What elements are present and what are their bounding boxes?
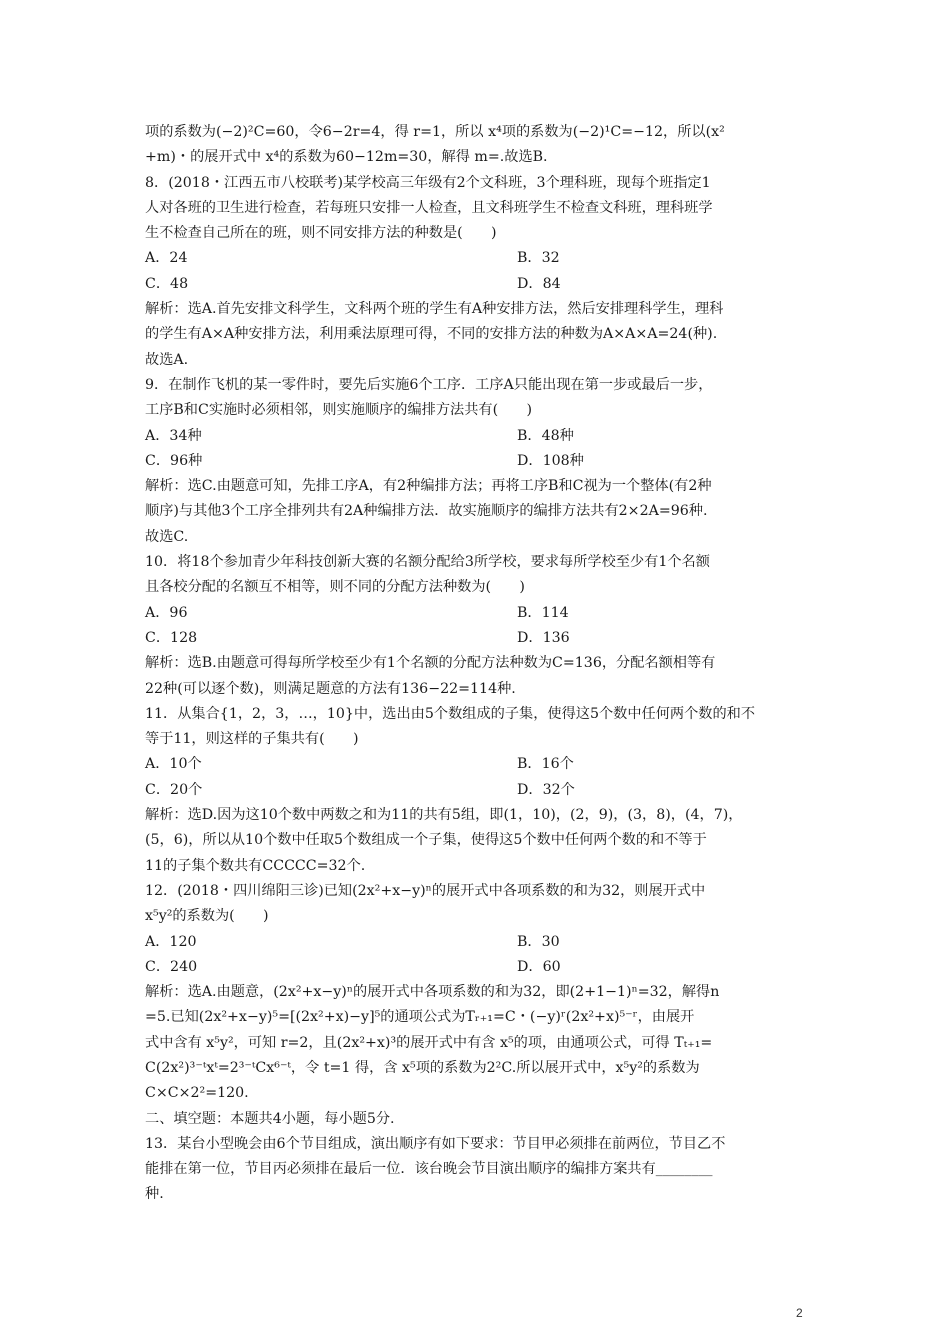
- answer-option: D．60: [517, 958, 561, 975]
- text-line: 故选C.: [145, 528, 189, 545]
- answer-option: D．136: [517, 629, 570, 646]
- text-line: C×C×2²=120.: [145, 1085, 249, 1102]
- answer-options-row: [145, 930, 813, 955]
- answer-options-row: [145, 424, 813, 449]
- text-line: 顺序)与其他3个工序全排列共有2A种编排方法．故实施顺序的编排方法共有2×2A=96种.: [145, 503, 708, 520]
- text-line: 10．将18个参加青少年科技创新大赛的名额分配给3所学校，要求每所学校至少有1个名额: [145, 554, 710, 571]
- text-line: 式中含有 x⁵y²，可知 r=2，且(2x²+x)³的展开式中有含 x⁵的项，由通项公式，可得 Tₜ₊₁=: [145, 1034, 713, 1051]
- text-line: C(2x²)³⁻ᵗxᵗ=2³⁻ᵗCx⁶⁻ᵗ，令 t=1 得，含 x⁵项的系数为2²C.所以展开式中，x⁵y²的系数为: [145, 1059, 700, 1076]
- answer-option: A．34种: [145, 427, 202, 444]
- answer-option: C．48: [145, 275, 189, 292]
- answer-option: A．24: [145, 250, 188, 267]
- text-line: 人对各班的卫生进行检查，若每班只安排一人检查，且文科班学生不检查文科班，理科班学: [145, 199, 713, 216]
- answer-option: A．96: [145, 604, 188, 621]
- text-line: 故选A.: [145, 351, 189, 368]
- text-line: 12．(2018・四川绵阳三诊)已知(2x²+x−y)ⁿ的展开式中各项系数的和为32，则展开式中: [145, 882, 706, 899]
- answer-option: C．128: [145, 629, 198, 646]
- answer-option: B．16个: [517, 756, 574, 773]
- text-line: 解析：选D.因为这10个数中两数之和为11的共有5组，即(1，10)，(2，9)，(3，8)，(4，7)，: [145, 807, 743, 824]
- answer-options-row: [145, 601, 813, 626]
- answer-option: B．114: [517, 604, 569, 621]
- text-line: 解析：选A.由题意，(2x²+x−y)ⁿ的展开式中各项系数的和为32，即(2+1−1)ⁿ=32，解得n: [145, 984, 720, 1001]
- text-line: 22种(可以逐个数)，则满足题意的方法有136−22=114种.: [145, 680, 516, 697]
- answer-options-row: [145, 778, 813, 803]
- text-line: 项的系数为(−2)²C=60，令6−2r=4，得 r=1，所以 x⁴项的系数为(−2)¹C=−12，所以(x²: [145, 124, 725, 140]
- answer-options-row: [145, 272, 813, 297]
- text-line: +m)・的展开式中 x⁴的系数为60−12m=30，解得 m=.故选B.: [145, 149, 548, 166]
- text-line: 能排在第一位，节目丙必须排在最后一位．该台晚会节目演出顺序的编排方案共有________: [145, 1161, 713, 1178]
- text-line: 13．某台小型晚会由6个节目组成，演出顺序有如下要求：节目甲必须排在前两位，节目乙不: [145, 1135, 726, 1152]
- text-line: 工序B和C实施时必须相邻，则实施顺序的编排方法共有( ): [145, 402, 533, 419]
- text-line: 解析：选B.由题意可得每所学校至少有1个名额的分配方法种数为C=136，分配名额相等有: [145, 655, 716, 672]
- answer-option: B．32: [517, 250, 560, 267]
- text-line: 种.: [145, 1186, 164, 1203]
- page-number: 2: [796, 1306, 803, 1320]
- answer-option: A．10个: [145, 756, 202, 773]
- text-line: 8．(2018・江西五市八校联考)某学校高三年级有2个文科班，3个理科班，现每个班指定1: [145, 174, 711, 191]
- answer-option: D．108种: [517, 452, 584, 469]
- answer-option: C．20个: [145, 781, 203, 798]
- answer-option: B．30: [517, 933, 560, 950]
- document-body: [145, 120, 813, 1208]
- answer-option: D．84: [517, 275, 561, 292]
- text-line: 生不检查自己所在的班，则不同安排方法的种数是( ): [145, 225, 497, 242]
- answer-options-row: [145, 955, 813, 980]
- answer-option: C．96种: [145, 452, 203, 469]
- text-line: (5，6)，所以从10个数中任取5个数组成一个子集，使得这5个数中任何两个数的和不等于: [145, 832, 707, 849]
- answer-option: A．120: [145, 933, 197, 950]
- answer-options-row: [145, 752, 813, 777]
- answer-option: B．48种: [517, 427, 574, 444]
- text-line: 且各校分配的名额互不相等，则不同的分配方法种数为( ): [145, 579, 525, 596]
- answer-option: D．32个: [517, 781, 575, 798]
- text-line: 解析：选A.首先安排文科学生，文科两个班的学生有A种安排方法，然后安排理科学生，理科: [145, 301, 724, 318]
- text-line: 的学生有A×A种安排方法，利用乘法原理可得，不同的安排方法的种数为A×A×A=24(种).: [145, 326, 718, 343]
- answer-options-row: [145, 626, 813, 651]
- text-line: 9．在制作飞机的某一零件时，要先后实施6个工序．工序A只能出现在第一步或最后一步，: [145, 376, 713, 393]
- text-line: =5.已知(2x²+x−y)⁵=[(2x²+x)−y]⁵的通项公式为Tᵣ₊₁=C・(−y)ʳ(2x²+x)⁵⁻ʳ，由展开: [145, 1009, 695, 1026]
- text-line: 11的子集个数共有CCCCC=32个.: [145, 857, 366, 874]
- answer-options-row: [145, 449, 813, 474]
- text-line: x⁵y²的系数为( ): [145, 908, 269, 925]
- text-line: 二、填空题：本题共4小题，每小题5分.: [145, 1110, 395, 1127]
- answer-option: C．240: [145, 958, 198, 975]
- answer-options-row: [145, 246, 813, 271]
- text-line: 11．从集合{1，2，3，…，10}中，选出由5个数组成的子集，使得这5个数中任何两个数的和不: [145, 705, 756, 722]
- text-line: 等于11，则这样的子集共有( ): [145, 731, 359, 748]
- text-line: 解析：选C.由题意可知，先排工序A，有2种编排方法；再将工序B和C视为一个整体(有2种: [145, 478, 712, 495]
